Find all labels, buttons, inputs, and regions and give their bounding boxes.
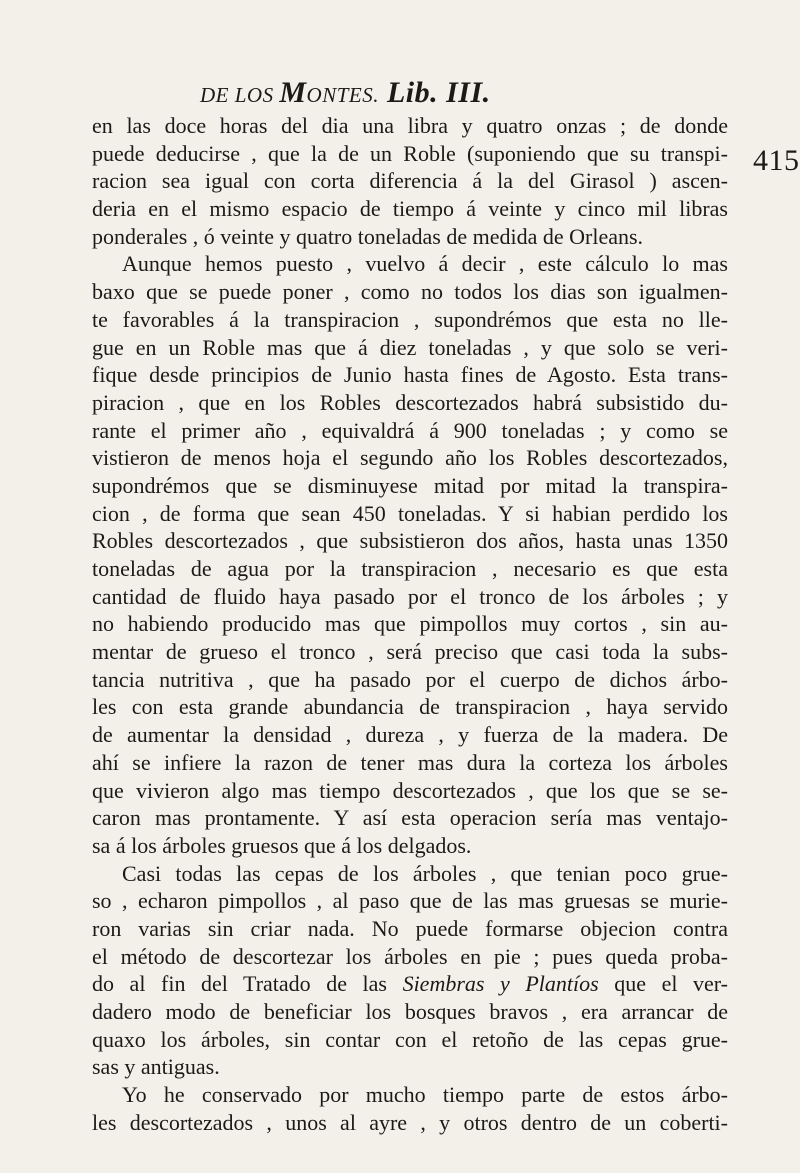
body-text — [92, 112, 728, 1136]
text-line: Yo he conservado por mucho tiempo parte de estos árbo- — [122, 1082, 728, 1108]
running-head-title-rest: ONTES. — [306, 83, 379, 107]
text-line: puede deducirse , que la de un Roble (suponiendo que su transpi- — [92, 140, 728, 166]
running-head-book-label: Lib. III. — [378, 76, 491, 109]
text-line: les con esta grande abundancia de transpiracion , haya servido — [92, 694, 728, 720]
text-line: de aumentar la densidad , dureza , y fuerza de la madera. De — [92, 722, 728, 748]
italic-title: Siembras y Plantíos — [402, 971, 599, 997]
text-line: en las doce horas del dia una libra y quatro onzas ; de donde — [92, 113, 728, 138]
text-line: sas y antiguas. — [92, 1054, 220, 1080]
text-line: rante el primer año , equivaldrá á 900 toneladas ; y como se — [92, 417, 728, 443]
running-head-title — [200, 76, 491, 110]
text-line: vistieron de menos hoja el segundo año los Robles descortezados, — [92, 445, 728, 471]
text-line: tancia nutritiva , que ha pasado por el cuerpo de dichos árbo- — [92, 666, 728, 692]
text-line: cantidad de fluido haya pasado por el tronco de los árboles ; y — [92, 583, 728, 609]
text-line: Aunque hemos puesto , vuelvo á decir , este cálculo lo mas — [122, 251, 728, 277]
text-line: el método de descortezar los árboles en pie ; pues queda proba- — [92, 943, 728, 969]
text-line: te favorables á la transpiracion , supondrémos que esta no lle- — [92, 306, 728, 332]
text-line: baxo que se puede poner , como no todos los dias son igualmen- — [92, 279, 728, 305]
text-line: so , echaron pimpollos , al paso que de las mas gruesas se murie- — [92, 888, 728, 914]
text-line: do al fin del Tratado de las Siembras y Plantíos que el ver- — [92, 971, 728, 997]
text-line: piracion , que en los Robles descortezados habrá subsistido du- — [92, 389, 728, 415]
running-head-title-cap: M — [279, 76, 307, 109]
text-line: sa á los árboles gruesos que á los delgados. — [92, 832, 472, 858]
text-line: Robles descortezados , que subsistieron dos años, hasta unas 1350 — [92, 528, 728, 554]
text-line: quaxo los árboles, sin contar con el retoño de las cepas grue- — [92, 1026, 728, 1052]
text-line: supondrémos que se disminuyese mitad por mitad la transpira- — [92, 472, 728, 498]
page-number: 415 — [753, 144, 800, 177]
running-head-prefix: DE LOS — [200, 83, 280, 107]
text-line: les descortezados , unos al ayre , y otros dentro de un coberti- — [92, 1109, 728, 1135]
text-line: deria en el mismo espacio de tiempo á veinte y cinco mil libras — [92, 196, 728, 222]
text-line: que vivieron algo mas tiempo descortezados , que los que se se- — [92, 777, 728, 803]
text-line: ron varias sin criar nada. No puede formarse objecion contra — [92, 915, 728, 941]
text-line: Casi todas las cepas de los árboles , que tenian poco grue- — [122, 860, 728, 886]
text-line: cion , de forma que sean 450 toneladas. Y si habian perdido los — [92, 500, 728, 526]
text-line: ponderales , ó veinte y quatro toneladas de medida de Orleans. — [92, 223, 644, 249]
text-line: toneladas de agua por la transpiracion , necesario es que esta — [92, 556, 728, 581]
text-line: caron mas prontamente. Y así esta operacion sería mas ventajo- — [92, 805, 728, 831]
text-line: racion sea igual con corta diferencia á la del Girasol ) ascen- — [92, 168, 728, 194]
text-line: dadero modo de beneficiar los bosques bravos , era arrancar de — [92, 999, 728, 1024]
text-line: no habiendo producido mas que pimpollos muy cortos , sin au- — [92, 611, 728, 637]
text-line: ahí se infiere la razon de tener mas dura la corteza los árboles — [92, 749, 728, 775]
text-line: mentar de grueso el tronco , será preciso que casi toda la subs- — [92, 639, 728, 665]
text-line: gue en un Roble mas que á diez toneladas , y que solo se veri- — [92, 334, 728, 360]
text-line: fique desde principios de Junio hasta fines de Agosto. Esta trans- — [92, 362, 728, 388]
